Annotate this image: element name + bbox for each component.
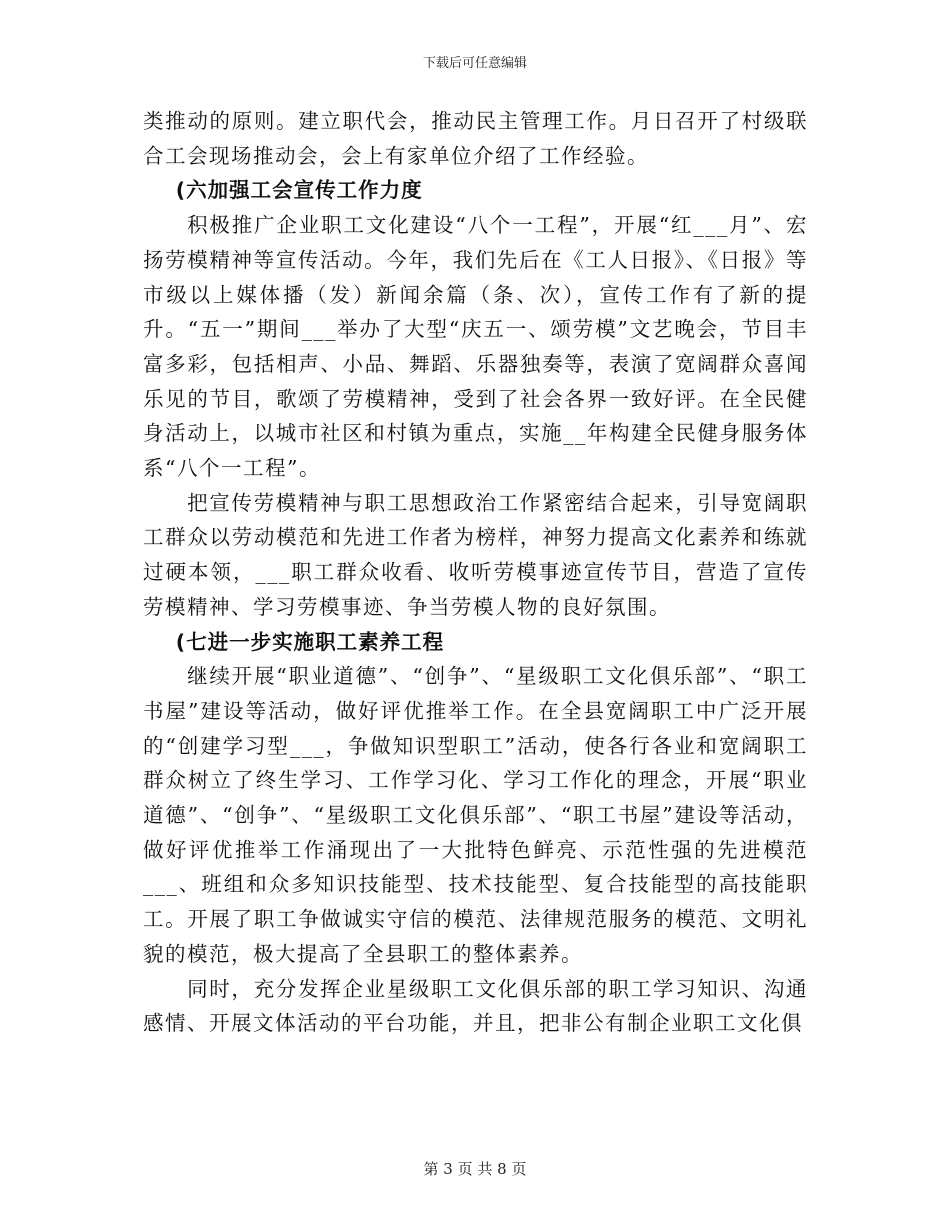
paragraph-model-workers: 把宣传劳模精神与职工思想政治工作紧密结合起来，引导宽阔职工群众以劳动模范和先进工作者为榜样，神努力提高文化素养和练就过硬本领，___职工群众收看、收听劳模事迹宣传节目，营造了宣传劳模精神、学习劳模事迹、争当劳模人物的良好氛围。 bbox=[143, 490, 808, 619]
paragraph-quality-project: 继续开展“职业道德”、“创争”、“星级职工文化俱乐部”、“职工书屋”建设等活动，做好评优推举工作。在全县宽阔职工中广泛开展的“创建学习型___，争做知识型职工”活动，使各行各业和宽阔职工群众树立了终生学习、工作学习化、学习工作化的理念，开展“职业道德”、“创争”、“星级职工文化俱乐部”、“职工书屋”建设等活动，做好评优推举工作涌现出了一大批特色鲜亮、示范性强的先进模范___、班组和众多知识技能型、技术技能型、复合技能型的高技能职工。开展了职工争做诚实守信的模范、法律规范服务的模范、文明礼貌的模范，极大提高了全县职工的整体素养。 bbox=[143, 664, 808, 966]
paragraph-continued: 类推动的原则。建立职代会，推动民主管理工作。月日召开了村级联合工会现场推动会，会上有家单位介绍了工作经验。 bbox=[143, 109, 808, 168]
paragraph-club-platform: 同时，充分发挥企业星级职工文化俱乐部的职工学习知识、沟通感情、开展文体活动的平台功能，并且，把非公有制企业职工文化俱 bbox=[143, 976, 808, 1036]
paragraph-publicity: 积极推广企业职工文化建设“八个一工程”，开展“红___月”、宏扬劳模精神等宣传活动。今年，我们先后在《工人日报》、《日报》等市级以上媒体播（发）新闻余篇（条、次），宣传工作有了新的提升。“五一”期间___举办了大型“庆五一、颂劳模”文艺晚会，节目丰富多彩，包括相声、小品、舞蹈、乐器独奏等，表演了宽阔群众喜闻乐见的节目，歌颂了劳模精神，受到了社会各界一致好评。在全民健身活动上，以城市社区和村镇为重点，实施__年构建全民健身服务体系“八个一工程”。 bbox=[143, 213, 808, 481]
page-header-note: 下载后可任意编辑 bbox=[422, 56, 527, 71]
section-heading-six: (六加强工会宣传工作力度 bbox=[175, 178, 423, 203]
section-heading-seven: (七进一步实施职工素养工程 bbox=[175, 629, 445, 654]
page-number: 第 3 页 共 8 页 bbox=[423, 1160, 527, 1178]
document-body bbox=[143, 104, 808, 1041]
